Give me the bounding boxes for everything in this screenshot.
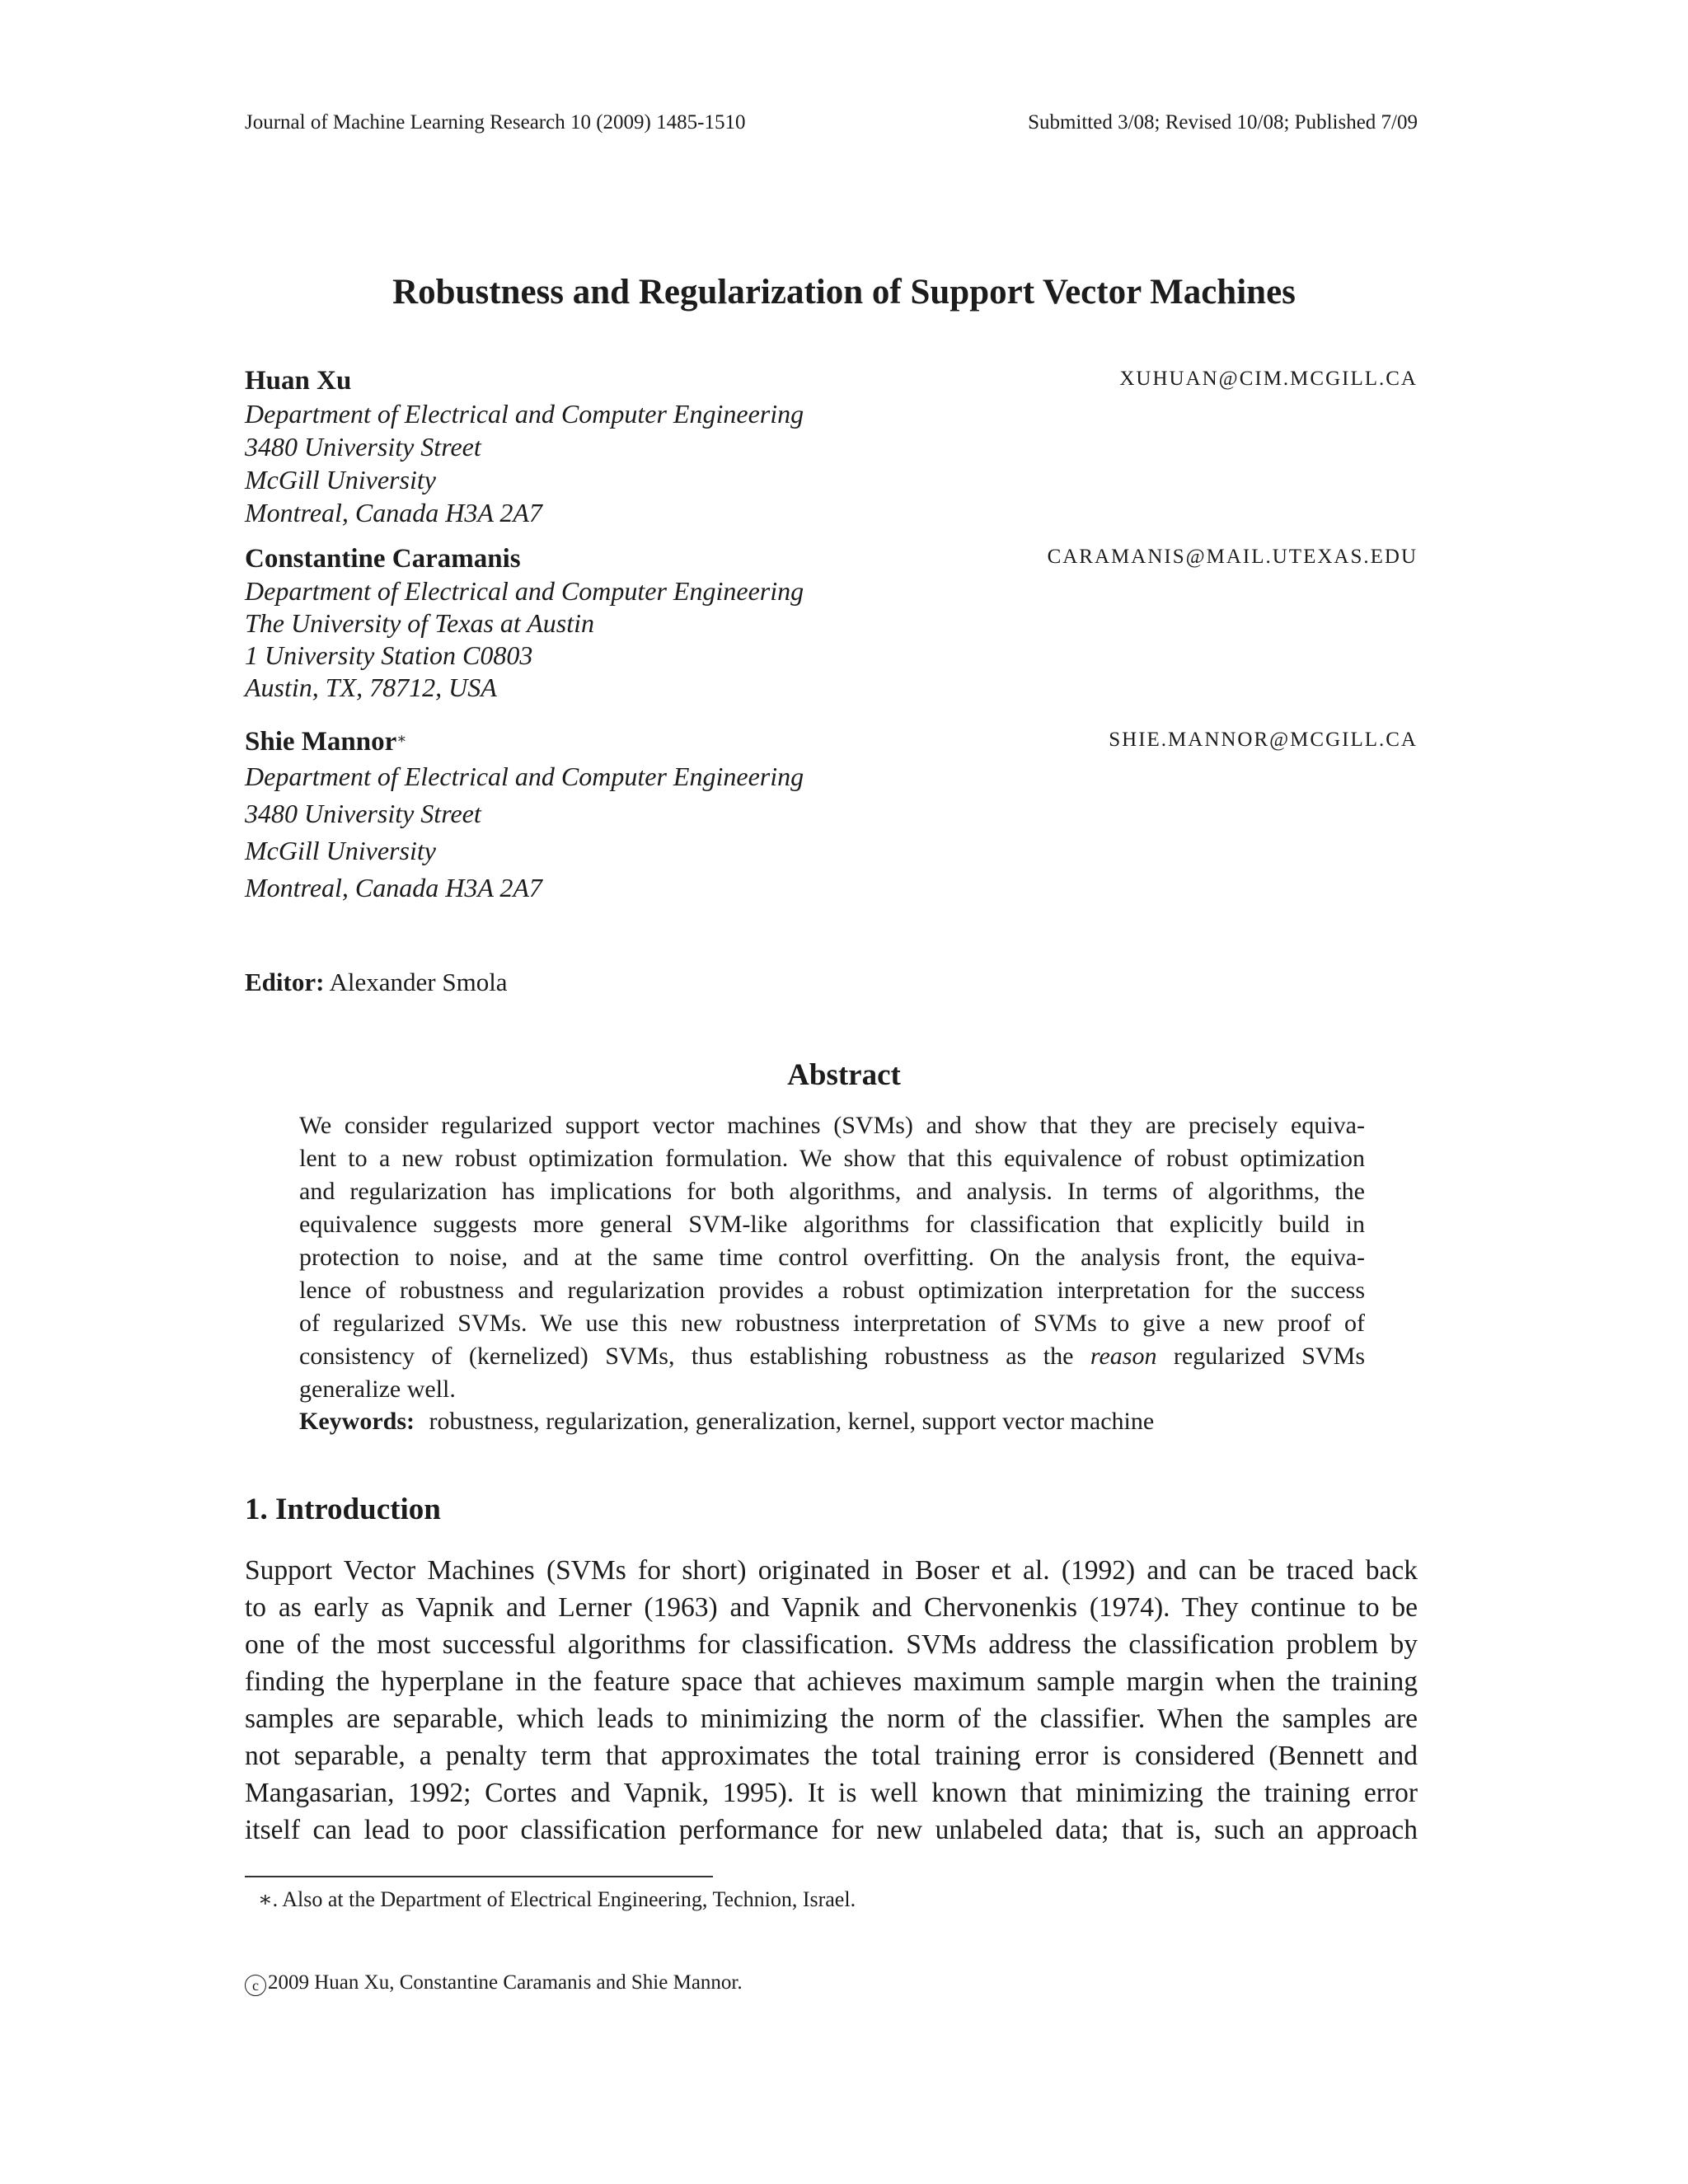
copyright-line — [245, 1971, 743, 1996]
submission-history: Submitted 3/08; Revised 10/08; Published 7/09 — [1028, 111, 1418, 134]
intro-line: itself can lead to poor classification performance for new unlabeled data; that is, such an approach — [245, 1815, 1418, 1845]
author-affiliation — [245, 758, 1418, 907]
author-email: SHIE.MANNOR@MCGILL.CA — [1109, 729, 1418, 751]
abstract-line: consistency of (kernelized) SVMs, thus establishing robustness as the reason regularized SVMs — [299, 1343, 1365, 1370]
journal-header: Journal of Machine Learning Research 10 (2009) 1485-1510 — [245, 111, 746, 134]
intro-line: finding the hyperplane in the feature space that achieves maximum sample margin when the training — [245, 1666, 1418, 1697]
editor-name: Alexander Smola — [329, 968, 508, 996]
section-heading: 1. Introduction — [245, 1493, 441, 1526]
footnote: ∗. Also at the Department of Electrical Engineering, Technion, Israel. — [258, 1887, 856, 1911]
author-affiliation — [245, 575, 1418, 704]
affiliation-line: Montreal, Canada H3A 2A7 — [245, 873, 542, 902]
intro-line: Mangasarian, 1992; Cortes and Vapnik, 1995). It is well known that minimizing the training error — [245, 1778, 1418, 1808]
abstract-body — [299, 1109, 1365, 1406]
affiliation-line: Department of Electrical and Computer Engineering — [245, 399, 804, 429]
paper-title: Robustness and Regularization of Support Vector Machines — [392, 273, 1296, 312]
copyright-icon: c — [245, 1975, 266, 1996]
intro-line: samples are separable, which leads to minimizing the norm of the classifier. When the samples are — [245, 1704, 1418, 1734]
abstract-line: lence of robustness and regularization provides a robust optimization interpretation for the success — [299, 1277, 1365, 1304]
affiliation-line: 3480 University Street — [245, 799, 481, 828]
editor-line — [245, 968, 508, 997]
author-affiliation — [245, 397, 1418, 529]
affiliation-line: Department of Electrical and Computer Engineering — [245, 762, 804, 791]
author-name: Constantine Caramanis — [245, 544, 521, 574]
author-email: CARAMANIS@MAIL.UTEXAS.EDU — [1047, 546, 1418, 568]
keywords-label: Keywords: — [299, 1408, 415, 1435]
abstract-line: lent to a new robust optimization formulation. We show that this equivalence of robust optimization — [299, 1145, 1365, 1172]
intro-line: Support Vector Machines (SVMs for short) originated in Boser et al. (1992) and can be traced back — [245, 1555, 1418, 1586]
affiliation-line: 1 University Station C0803 — [245, 640, 533, 670]
abstract-line: generalize well. — [299, 1376, 456, 1403]
affiliation-line: McGill University — [245, 836, 436, 865]
intro-paragraph — [245, 1552, 1418, 1849]
editor-label: Editor: — [245, 968, 325, 996]
author-block — [245, 542, 1418, 704]
affiliation-line: Department of Electrical and Computer Engineering — [245, 576, 804, 606]
intro-line: not separable, a penalty term that approximates the total training error is considered (Bennett and — [245, 1741, 1418, 1771]
abstract-line: and regularization has implications for both algorithms, and analysis. In terms of algorithms, the — [299, 1178, 1365, 1205]
abstract-line: We consider regularized support vector machines (SVMs) and show that they are precisely equiva- — [299, 1112, 1365, 1139]
affiliation-line: The University of Texas at Austin — [245, 608, 594, 638]
affiliation-line: Austin, TX, 78712, USA — [245, 673, 497, 702]
abstract-heading: Abstract — [787, 1058, 901, 1092]
abstract-line: equivalence suggests more general SVM-like algorithms for classification that explicitly build in — [299, 1211, 1365, 1238]
keywords-line — [299, 1408, 1154, 1436]
author-block — [245, 364, 1418, 529]
footnote-mark: ∗ — [396, 730, 407, 747]
abstract-line: of regularized SVMs. We use this new robustness interpretation of SVMs to give a new proof of — [299, 1310, 1365, 1337]
affiliation-line: 3480 University Street — [245, 432, 481, 462]
copyright-text: 2009 Huan Xu, Constantine Caramanis and Shie Mannor. — [268, 1971, 743, 1994]
affiliation-line: McGill University — [245, 465, 436, 494]
author-name: Huan Xu — [245, 366, 352, 396]
author-block — [245, 725, 1418, 907]
footnote-rule — [245, 1876, 713, 1877]
intro-line: to as early as Vapnik and Lerner (1963) and Vapnik and Chervonenkis (1974). They continue to be — [245, 1592, 1418, 1623]
abstract-line: protection to noise, and at the same time control overfitting. On the analysis front, the equiva- — [299, 1244, 1365, 1271]
emphasis-text: reason — [1090, 1343, 1157, 1370]
author-name: Shie Mannor∗ — [245, 727, 407, 757]
keywords-list: robustness, regularization, generalization, kernel, support vector machine — [429, 1408, 1155, 1435]
intro-line: one of the most successful algorithms for classification. SVMs address the classification problem by — [245, 1629, 1418, 1660]
author-email: XUHUAN@CIM.MCGILL.CA — [1119, 368, 1418, 390]
affiliation-line: Montreal, Canada H3A 2A7 — [245, 498, 542, 527]
